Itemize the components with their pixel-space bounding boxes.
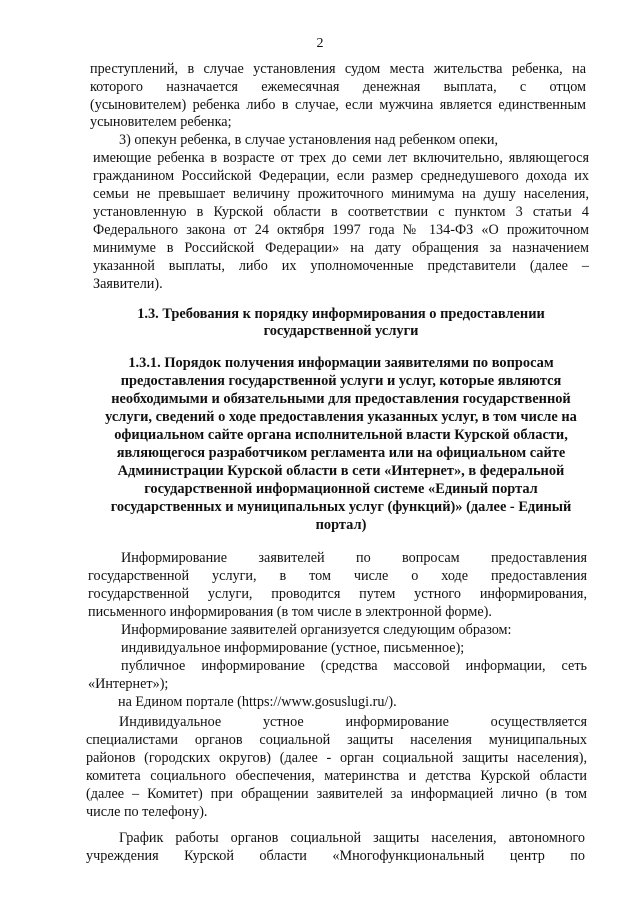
subsection-heading: Администрации Курской области в сети «Интернет», в федеральной bbox=[117, 463, 565, 479]
text-line: Индивидуальное устное информирование осуществляется bbox=[119, 714, 587, 730]
text-line: Заявители). bbox=[93, 276, 163, 292]
text-line: семьи не превышает величину прожиточного минимума на душу населения, bbox=[93, 186, 589, 202]
subsection-heading: являющегося разработчиком регламента или на официальном сайте bbox=[116, 445, 566, 461]
text-line: установленную в Курской области в соответствии с пунктом 3 статьи 4 bbox=[93, 204, 589, 220]
text-line: которого назначается ежемесячная денежная выплата, с отцом bbox=[90, 79, 586, 95]
section-heading: государственной услуги bbox=[263, 323, 419, 339]
section-heading: 1.3. Требования к порядку информирования о предоставлении bbox=[137, 306, 545, 322]
subsection-heading: услуги, сведений о ходе предоставления указанных услуг, в том числе на bbox=[105, 409, 577, 425]
text-line: (усыновителем) ребенка либо в случае, если мужчина является единственным bbox=[90, 97, 586, 113]
text-line: письменного информирования (в том числе в электронной форме). bbox=[88, 604, 492, 620]
text-line: районов (городских округов) (далее - орган социальной защиты населения), bbox=[86, 750, 587, 766]
text-line: имеющие ребенка в возрасте от трех до семи лет включительно, являющегося bbox=[93, 150, 589, 166]
text-line: на Едином портале (https://www.gosuslugi.ru/). bbox=[118, 694, 397, 710]
text-line: Информирование заявителей по вопросам предоставления bbox=[121, 550, 587, 566]
text-line: «Интернет»); bbox=[88, 676, 169, 692]
text-line: Информирование заявителей организуется следующим образом: bbox=[121, 622, 512, 638]
text-line: 3) опекун ребенка, в случае установления над ребенком опеки, bbox=[119, 132, 499, 148]
text-line: (далее – Комитет) при обращении заявителей за информацией лично (в том bbox=[86, 786, 587, 802]
text-line: государственной услуги, в том числе о ходе предоставления bbox=[88, 568, 587, 584]
text-line: преступлений, в случае установления судом места жительства ребенка, на bbox=[90, 61, 586, 77]
text-line: Федерального закона от 24 октября 1997 года № 134-ФЗ «О прожиточном bbox=[93, 222, 589, 238]
text-line: публичное информирование (средства массовой информации, сеть bbox=[121, 658, 587, 674]
text-line: числе по телефону). bbox=[86, 804, 208, 820]
subsection-heading: необходимыми и обязательными для предоставления государственной bbox=[111, 391, 571, 407]
text-line: комитета социального обеспечения, материнства и детства Курской области bbox=[86, 768, 587, 784]
text-line: специалистами органов социальной защиты населения муниципальных bbox=[86, 732, 587, 748]
text-line: государственной услуги, проводится путем устного информирования, bbox=[88, 586, 587, 602]
subsection-heading: предоставления государственной услуги и услуг, которые являются bbox=[120, 373, 562, 389]
text-line: усыновителем ребенка; bbox=[90, 114, 232, 130]
text-line: График работы органов социальной защиты населения, автономного bbox=[119, 830, 585, 846]
subsection-heading: портал) bbox=[315, 517, 367, 533]
page-number: 2 bbox=[316, 36, 324, 51]
text-line: гражданином Российской Федерации, если размер среднедушевого дохода их bbox=[93, 168, 589, 184]
text-line: индивидуальное информирование (устное, письменное); bbox=[121, 640, 465, 656]
subsection-heading: государственных и муниципальных услуг (функций)» (далее - Единый bbox=[110, 499, 572, 515]
subsection-heading: 1.3.1. Порядок получения информации заявителями по вопросам bbox=[128, 355, 554, 371]
text-line: указанной выплаты, либо их уполномоченные представители (далее – bbox=[93, 258, 589, 274]
subsection-heading: официальном сайте органа исполнительной власти Курской области, bbox=[114, 427, 568, 443]
subsection-heading: государственной информационной системе «Единый портал bbox=[144, 481, 538, 497]
text-line: учреждения Курской области «Многофункциональный центр по bbox=[86, 848, 585, 864]
text-line: минимуме в Российской Федерации» на дату обращения за назначением bbox=[93, 240, 589, 256]
